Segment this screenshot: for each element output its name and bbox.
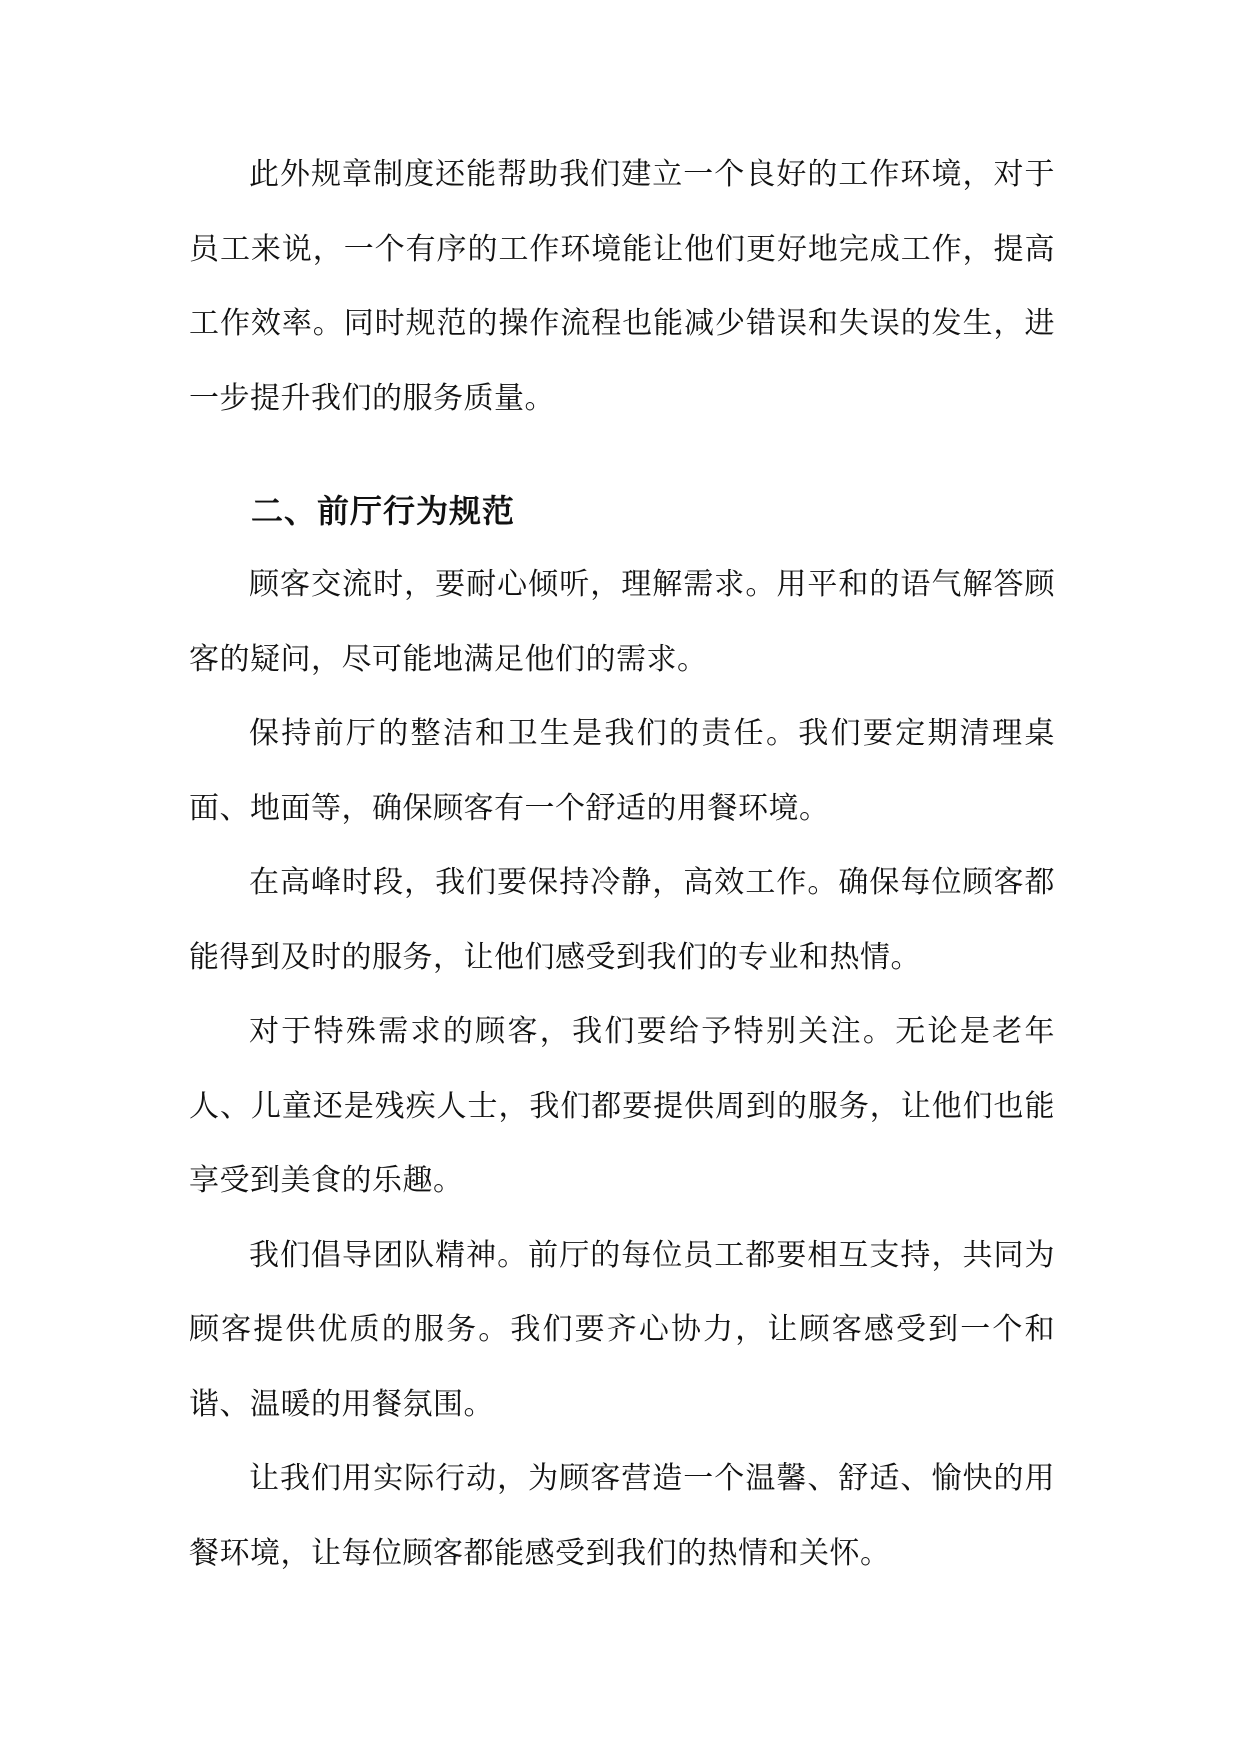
paragraph-closing: 让我们用实际行动，为顾客营造一个温馨、舒适、愉快的用餐环境，让每位顾客都能感受到我们的热情和关怀。 xyxy=(189,1461,1055,1571)
paragraph-customer-communication: 顾客交流时，要耐心倾听，理解需求。用平和的语气解答顾客的疑问，尽可能地满足他们的需求。 xyxy=(189,567,1055,677)
document-page xyxy=(189,138,1055,1591)
paragraph-cleanliness: 保持前厅的整洁和卫生是我们的责任。我们要定期清理桌面、地面等，确保顾客有一个舒适的用餐环境。 xyxy=(189,716,1055,826)
paragraph-peak-hours: 在高峰时段，我们要保持冷静，高效工作。确保每位顾客都能得到及时的服务，让他们感受到我们的专业和热情。 xyxy=(189,865,1055,975)
paragraph-teamwork: 我们倡导团队精神。前厅的每位员工都要相互支持，共同为顾客提供优质的服务。我们要齐心协力，让顾客感受到一个和谐、温暖的用餐氛围。 xyxy=(189,1237,1055,1422)
paragraph-special-needs: 对于特殊需求的顾客，我们要给予特别关注。无论是老年人、儿童还是残疾人士，我们都要提供周到的服务，让他们也能享受到美食的乐趣。 xyxy=(189,1014,1055,1198)
intro-paragraph: 此外规章制度还能帮助我们建立一个良好的工作环境，对于员工来说，一个有序的工作环境能让他们更好地完成工作，提高工作效率。同时规范的操作流程也能减少错误和失误的发生，进一步提升我们的服务质量。 xyxy=(189,157,1055,416)
section-heading: 二、前厅行为规范 xyxy=(251,492,516,530)
